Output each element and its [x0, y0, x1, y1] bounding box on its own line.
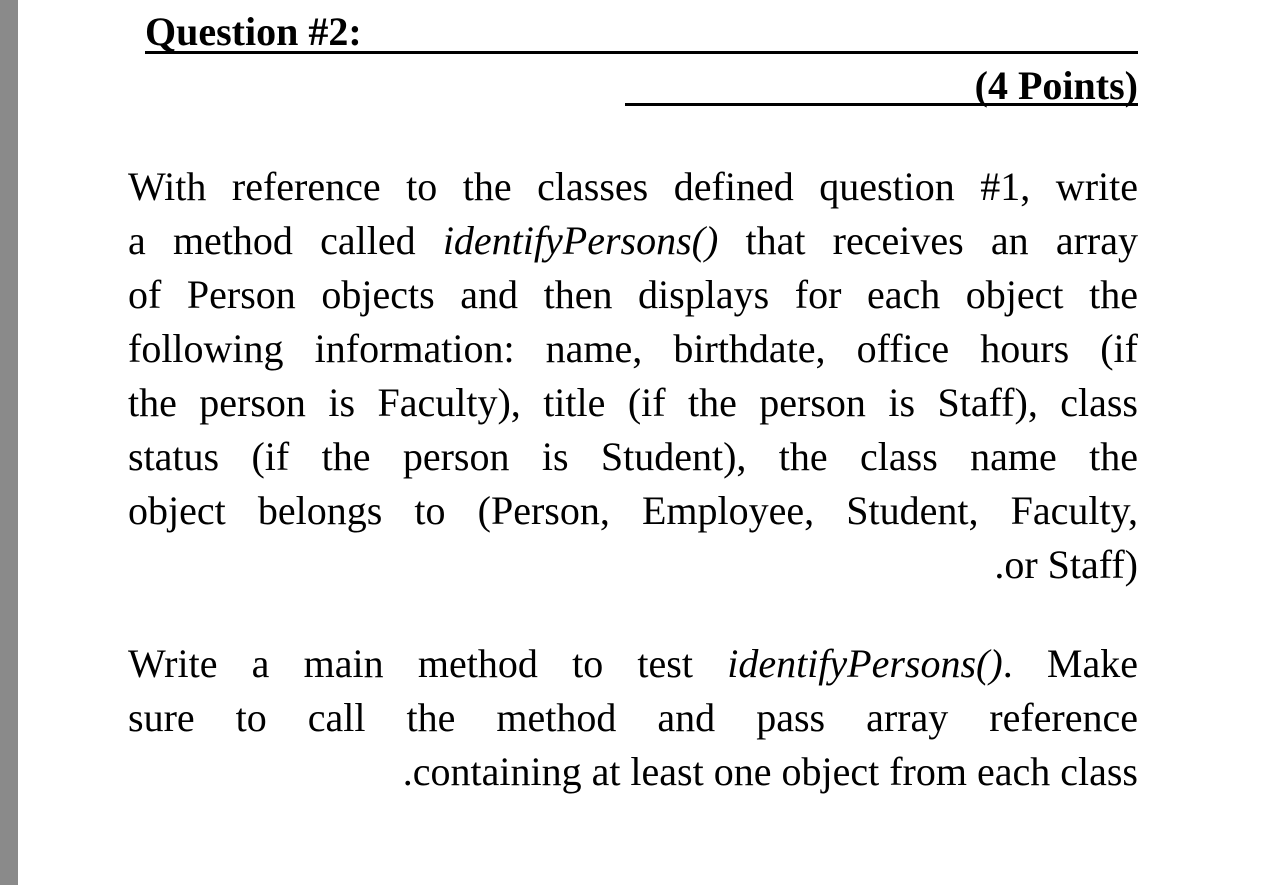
- question-heading-rule: [145, 8, 1138, 54]
- page-edge-bar: [0, 0, 18, 885]
- question-points: (4 Points): [974, 63, 1138, 108]
- paragraph-line: object belongs to (Person, Employee, Student, Faculty,: [128, 488, 1138, 533]
- paragraph-line: the person is Faculty), title (if the person is Staff), class: [128, 380, 1138, 425]
- paragraph-line: .containing at least one object from each class: [402, 749, 1138, 794]
- paragraph-line: a method called identifyPersons() that receives an array: [128, 218, 1138, 263]
- paragraph-line: following information: name, birthdate, office hours (if: [128, 326, 1138, 371]
- paragraph-line: status (if the person is Student), the class name the: [128, 434, 1138, 479]
- paragraph-line: of Person objects and then displays for each object the: [128, 272, 1138, 317]
- paragraph-line: .or Staff): [994, 542, 1138, 587]
- question-paragraph-1: [128, 160, 1138, 592]
- question-paragraph-2: [128, 637, 1138, 799]
- paragraph-line: sure to call the method and pass array reference: [128, 695, 1138, 740]
- paragraph-line: Write a main method to test identifyPersons(). Make: [128, 641, 1139, 686]
- question-title: Question #2:: [145, 9, 362, 54]
- points-heading-rule: [625, 62, 1138, 106]
- method-name: identifyPersons(): [442, 218, 719, 263]
- method-name: identifyPersons(): [727, 641, 1003, 686]
- paragraph-line: With reference to the classes defined question #1, write: [128, 164, 1138, 209]
